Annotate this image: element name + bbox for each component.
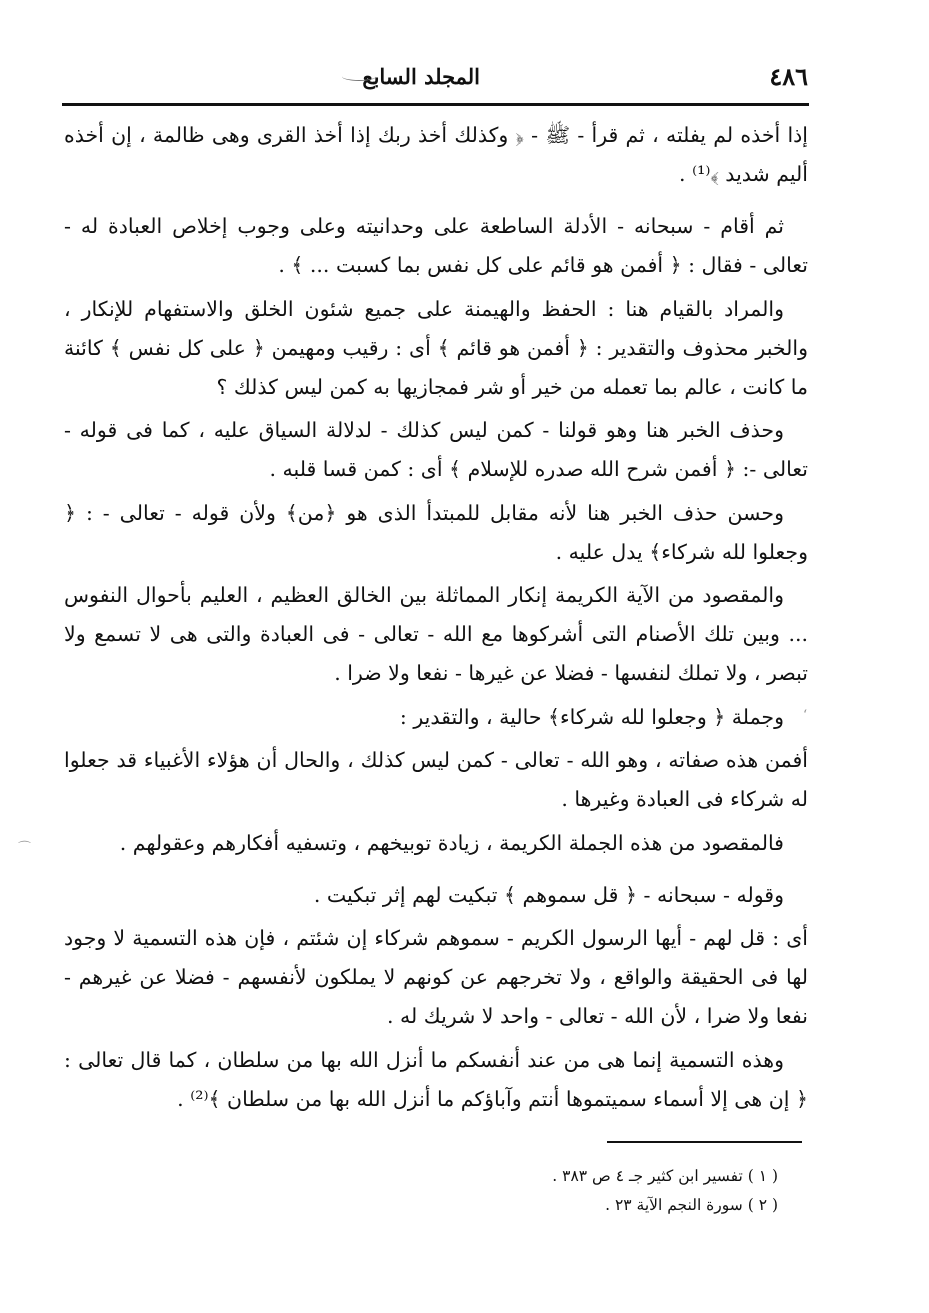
- header-rule: [62, 103, 809, 106]
- paragraph: وحسن حذف الخبر هنا لأنه مقابل للمبتدأ الذى هو ﴿من﴾ ولأن قوله - تعالى - : ﴿ وجعلوا لله شركاء﴾ يدل عليه .: [64, 500, 808, 564]
- scan-mark: ⌒: [18, 841, 32, 856]
- paragraph: وجملة ﴿ وجعلوا لله شركاء﴾ حالية ، والتقدير :: [399, 704, 784, 729]
- running-title: المجلد السابع: [362, 64, 480, 89]
- header-ornament: [342, 72, 376, 81]
- footnotes: [420, 1162, 778, 1220]
- page-number: ٤٨٦: [769, 62, 808, 91]
- paragraph: وقوله - سبحانه - ﴿ قل سموهم ﴾ تبكيت لهم إثر تبكيت .: [313, 882, 784, 907]
- page-header: [62, 58, 810, 98]
- paragraph: والمقصود من الآية الكريمة إنكار المماثلة بين الخالق العظيم ، العليم بأحوال النفوس ... وبين تلك الأصنام التى أشركوها مع الله - تعالى - فى العبادة والتى هى لا تسمع ولا تبصر ، ولا تملك لنفسها - فضلا عن غيرها - نفعا ولا ضرا .: [64, 583, 808, 685]
- paragraph: فالمقصود من هذه الجملة الكريمة ، زيادة توبيخهم ، وتسفيه أفكارهم وعقولهم .: [119, 830, 784, 855]
- paragraph: وهذه التسمية إنما هى من عند أنفسكم ما أنزل الله بها من سلطان ، كما قال تعالى : ﴿ إن هى إلا أسماء سميتموها أنتم وآباؤكم ما أنزل الله بها من سلطان ﴾⁽²⁾ .: [64, 1047, 808, 1111]
- footnote: ( ١ ) تفسير ابن كثير جـ ٤ ص ٣٨٣ .: [552, 1167, 778, 1185]
- paragraph: وحذف الخبر هنا وهو قولنا - كمن ليس كذلك - لدلالة السياق عليه ، كما فى قوله - تعالى -: ﴿ أفمن شرح الله صدره للإسلام ﴾ أى : كمن قسا قلبه .: [64, 418, 808, 481]
- scan-mark: ʻ: [803, 708, 808, 723]
- paragraph: أفمن هذه صفاته ، وهو الله - تعالى - كمن ليس كذلك ، والحال أن هؤلاء الأغبياء قد جعلوا له شركاء فى العبادة وغيرها .: [64, 748, 808, 811]
- paragraph: أى : قل لهم - أيها الرسول الكريم - سموهم شركاء إن شئتم ، فإن هذه التسمية لا وجود لها فى الحقيقة والواقع ، ولا تخرجهم عن كونهم لا يملكون لأنفسهم - فضلا عن غيرهم - نفعا ولا ضرا ، لأن الله - تعالى - واحد لا شريك له .: [64, 926, 808, 1028]
- paragraph: ثم أقام - سبحانه - الأدلة الساطعة على وحدانيته وعلى وجوب إخلاص العبادة له - تعالى - فقال : ﴿ أفمن هو قائم على كل نفس بما كسبت ... ﴾ .: [64, 214, 808, 277]
- footnote-rule: [607, 1141, 802, 1143]
- paragraph: إذا أخذه لم يفلته ، ثم قرأ - ﷺ - ﴿ وكذلك أخذ ربك إذا أخذ القرى وهى ظالمة ، إن أخذه أليم شديد ﴾⁽¹⁾ .: [64, 123, 808, 186]
- footnote: ( ٢ ) سورة النجم الآية ٢٣ .: [605, 1196, 778, 1214]
- main-text: [64, 116, 808, 1123]
- paragraph: والمراد بالقيام هنا : الحفظ والهيمنة على جميع شئون الخلق والاستفهام للإنكار ، والخبر محذوف والتقدير : ﴿ أفمن هو قائم ﴾ أى : رقيب ومهيمن ﴿ على كل نفس ﴾ كائنة ما كانت ، عالم بما تعمله من خير أو شر فمجازيها به كمن ليس كذلك ؟: [64, 296, 808, 399]
